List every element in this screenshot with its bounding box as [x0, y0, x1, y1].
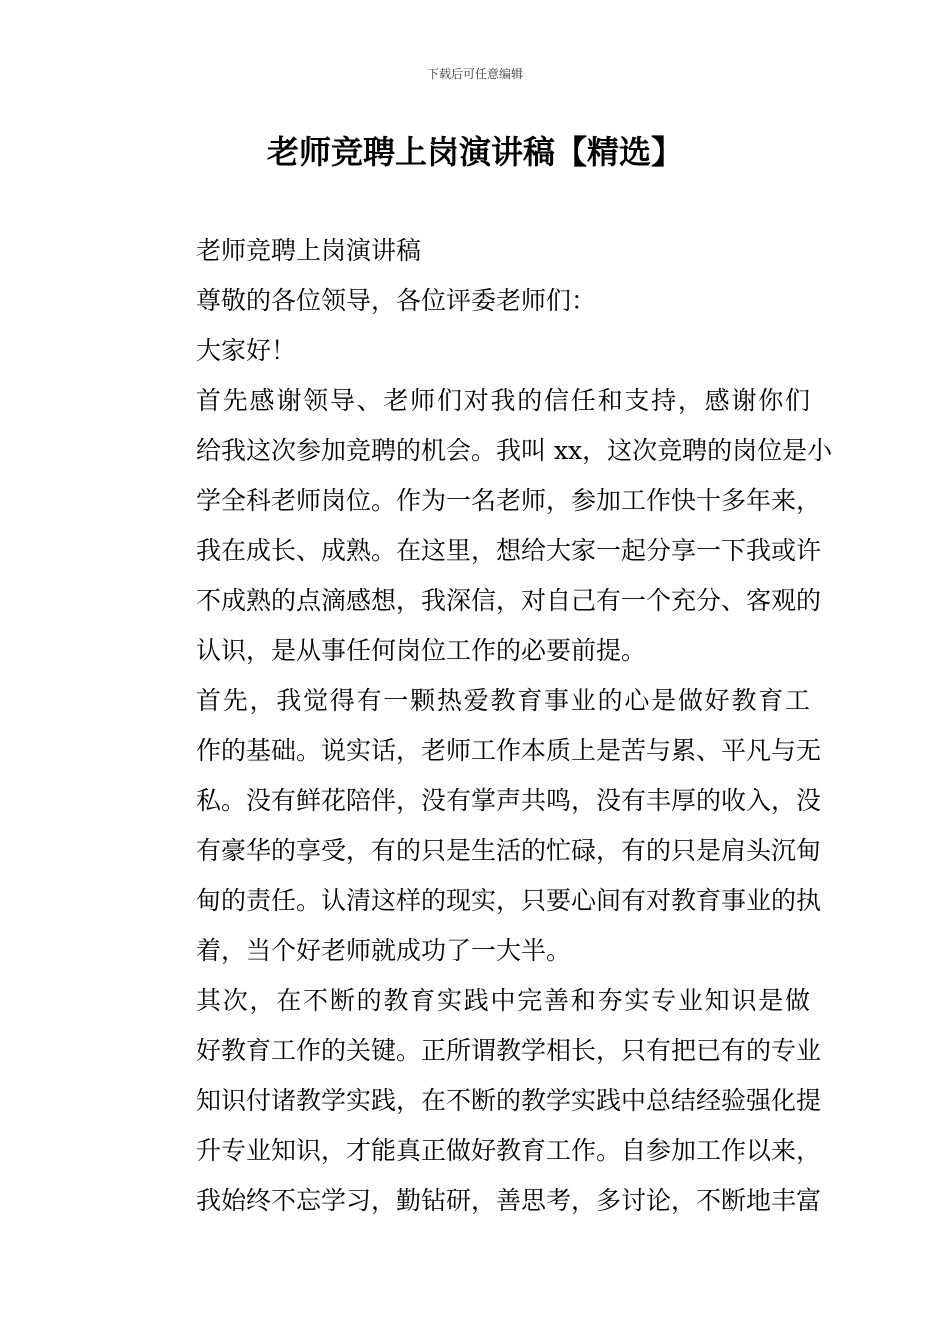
page-header-note: 下载后可任意编辑 — [426, 67, 523, 81]
text-line: 首先感谢领导、老师们对我的信任和支持，感谢你们 — [196, 386, 810, 415]
text-line: 老师竞聘上岗演讲稿 — [196, 236, 422, 265]
paragraph-greeting — [146, 326, 810, 376]
text-line: 升专业知识，才能真正做好教育工作。自参加工作以来， — [196, 1136, 822, 1165]
text-line: 作的基础。说实话，老师工作本质上是苦与累、平凡与无 — [196, 736, 822, 765]
text-line: 私。没有鲜花陪伴，没有掌声共鸣，没有丰厚的收入，没 — [196, 786, 822, 815]
paragraph-salutation — [146, 276, 810, 326]
paragraph-speech-title — [146, 226, 810, 276]
text-line: 尊敬的各位领导，各位评委老师们： — [196, 286, 597, 315]
text-line: 学全科老师岗位。作为一名老师，参加工作快十多年来， — [196, 486, 822, 515]
paragraph-second-point — [146, 976, 822, 1226]
text-line: 甸的责任。认清这样的现实，只要心间有对教育事业的执 — [196, 886, 822, 915]
text-line: 有豪华的享受，有的只是生活的忙碌，有的只是肩头沉甸 — [196, 836, 822, 865]
text-line: 知识付诸教学实践，在不断的教学实践中总结经验强化提 — [196, 1086, 822, 1115]
text-line: 给我这次参加竞聘的机会。我叫 xx，这次竞聘的岗位是小 — [196, 436, 833, 465]
text-line: 着，当个好老师就成功了一大半。 — [196, 936, 572, 965]
text-line: 我在成长、成熟。在这里，想给大家一起分享一下我或许 — [196, 536, 822, 565]
text-line: 我始终不忘学习，勤钻研，善思考，多讨论，不断地丰富 — [196, 1186, 822, 1215]
text-line: 不成熟的点滴感想，我深信，对自己有一个充分、客观的 — [196, 586, 822, 615]
text-line: 首先，我觉得有一颗热爱教育事业的心是做好教育工 — [196, 686, 810, 715]
document-body — [146, 226, 833, 1226]
text-line: 认识，是从事任何岗位工作的必要前提。 — [196, 636, 647, 665]
text-line: 其次，在不断的教育实践中完善和夯实专业知识是做 — [196, 986, 810, 1015]
paragraph-first-point — [146, 676, 822, 976]
text-line: 大家好！ — [196, 336, 297, 365]
text-line: 好教育工作的关键。正所谓教学相长，只有把已有的专业 — [196, 1036, 822, 1065]
paragraph-introduction — [146, 376, 833, 676]
document-title: 老师竞聘上岗演讲稿【精选】 — [266, 133, 683, 171]
